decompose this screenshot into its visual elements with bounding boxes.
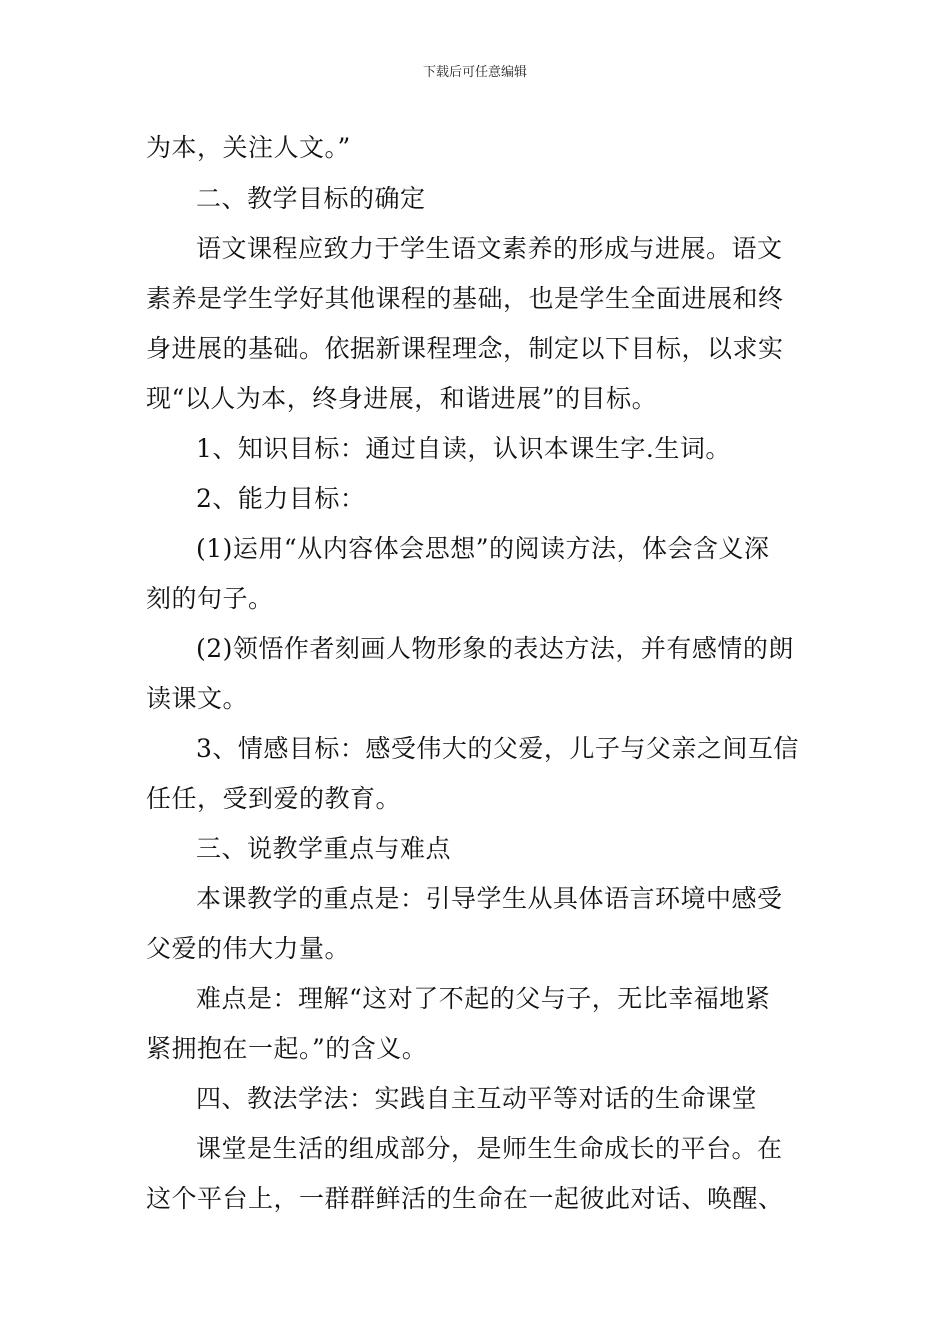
paragraph-line: 难点是：理解“这对了不起的父与子，无比幸福地紧	[196, 984, 771, 1013]
text-line: 为本，关注人文。”	[146, 133, 351, 162]
paragraph-line: 紧拥抱在一起。”的含义。	[146, 1034, 428, 1063]
list-item: 3、情感目标：感受伟大的父爱，儿子与父亲之间互信	[196, 734, 799, 763]
list-item: 2、能力目标：	[196, 484, 366, 513]
paragraph-line: 身进展的基础。依据新课程理念，制定以下目标，以求实	[146, 334, 784, 363]
paragraph-line: 素养是学生学好其他课程的基础，也是学生全面进展和终	[146, 284, 784, 313]
sub-list-item: (2)领悟作者刻画人物形象的表达方法，并有感情的朗	[196, 634, 794, 663]
section-heading: 三、说教学重点与难点	[196, 834, 452, 863]
paragraph-line: 课堂是生活的组成部分，是师生生命成长的平台。在	[196, 1134, 783, 1163]
paragraph-line: 语文课程应致力于学生语文素养的形成与进展。语文	[196, 234, 783, 263]
sub-list-item: (1)运用“从内容体会思想”的阅读方法，体会含义深	[196, 534, 770, 563]
section-heading: 四、教法学法：实践自主互动平等对话的生命课堂	[196, 1084, 758, 1113]
sub-list-item-continuation: 读课文。	[146, 684, 249, 713]
section-heading: 二、教学目标的确定	[196, 184, 426, 213]
paragraph-line: 现“以人为本，终身进展，和谐进展”的目标。	[146, 384, 658, 413]
sub-list-item-continuation: 刻的句子。	[146, 584, 274, 613]
list-item-continuation: 任任，受到爱的教育。	[146, 784, 402, 813]
list-item: 1、知识目标：通过自读，认识本课生字.生词。	[196, 434, 731, 463]
paragraph-line: 父爱的伟大力量。	[146, 934, 351, 963]
page-header: 下载后可任意编辑	[422, 65, 527, 80]
paragraph-line: 这个平台上，一群群鲜活的生命在一起彼此对话、唤醒、	[146, 1184, 784, 1213]
paragraph-line: 本课教学的重点是：引导学生从具体语言环境中感受	[196, 884, 783, 913]
